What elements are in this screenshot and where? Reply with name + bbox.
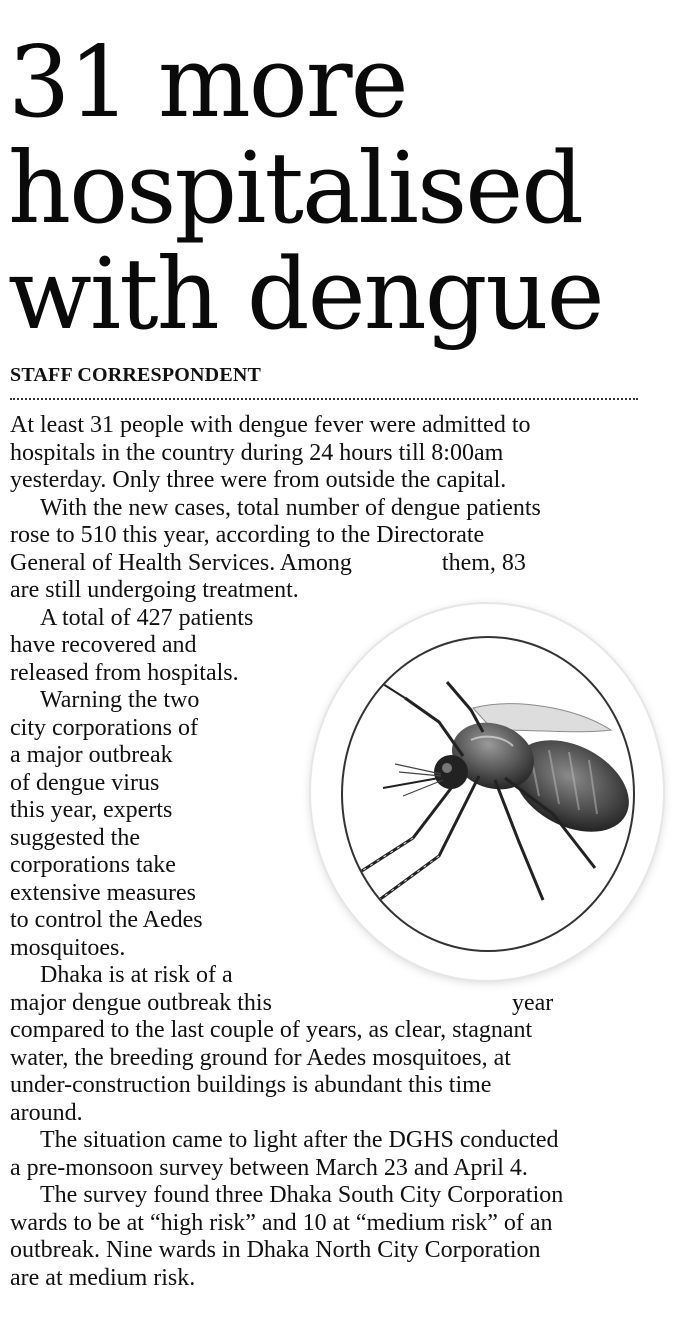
- body-line: yesterday. Only three were from outside the capital.: [10, 467, 507, 493]
- headline: [8, 26, 680, 352]
- body-line: a major outbreak: [10, 742, 173, 768]
- body-line: hospitals in the country during 24 hours till 8:00am: [10, 439, 504, 466]
- body-line: of dengue virus: [10, 769, 160, 796]
- photo-frame: [341, 636, 635, 952]
- body-line: under-construction buildings is abundant this time: [10, 1072, 492, 1098]
- body-line: have recovered and: [10, 632, 197, 658]
- body-line: a pre-monsoon survey between March 23 and April 4.: [10, 1154, 528, 1181]
- body-line: around.: [10, 1099, 83, 1126]
- body-line: corporations take: [10, 852, 176, 878]
- body-line: Warning the two: [40, 687, 200, 713]
- headline-line: 31 more: [8, 26, 407, 140]
- headline-line: hospitalised: [8, 132, 583, 246]
- body-text: General of Health Services. Among: [10, 549, 352, 576]
- body-line: A total of 427 patients: [40, 604, 254, 631]
- body-line: are still undergoing treatment.: [10, 577, 299, 603]
- byline-divider: [10, 398, 638, 400]
- body-line: wards to be at “high risk” and 10 at “medium risk” of an: [10, 1209, 553, 1236]
- body-text: them, 83: [441, 549, 526, 576]
- body-line: this year, experts: [10, 797, 173, 823]
- body-text: major dengue outbreak this: [10, 989, 272, 1016]
- body-line: [10, 550, 636, 578]
- body-text: year: [511, 989, 554, 1016]
- body-line: city corporations of: [10, 714, 198, 741]
- body-line: released from hospitals.: [10, 659, 239, 686]
- headline-line: with dengue: [8, 238, 603, 352]
- mosquito-photo: [311, 604, 663, 980]
- body-line: The survey found three Dhaka South City Corporation: [40, 1182, 564, 1208]
- body-line: suggested the: [10, 824, 140, 851]
- byline: STAFF CORRESPONDENT: [10, 364, 262, 386]
- mosquito-icon: [343, 638, 633, 950]
- body-line: Dhaka is at risk of a: [40, 962, 233, 988]
- body-line: [10, 990, 636, 1018]
- body-line: mosquitoes.: [10, 934, 126, 961]
- body-line: water, the breeding ground for Aedes mosquitoes, at: [10, 1044, 511, 1071]
- body-line: rose to 510 this year, according to the Directorate: [10, 522, 485, 548]
- body-line: to control the Aedes: [10, 907, 203, 933]
- body-line: extensive measures: [10, 879, 196, 906]
- body-line: The situation came to light after the DGHS conducted: [40, 1127, 559, 1153]
- body-line: outbreak. Nine wards in Dhaka North City Corporation: [10, 1237, 541, 1263]
- body-line: With the new cases, total number of dengue patients: [40, 494, 541, 521]
- body-line: are at medium risk.: [10, 1264, 196, 1291]
- body-line: At least 31 people with dengue fever were admitted to: [10, 412, 531, 438]
- body-line: compared to the last couple of years, as clear, stagnant: [10, 1017, 533, 1043]
